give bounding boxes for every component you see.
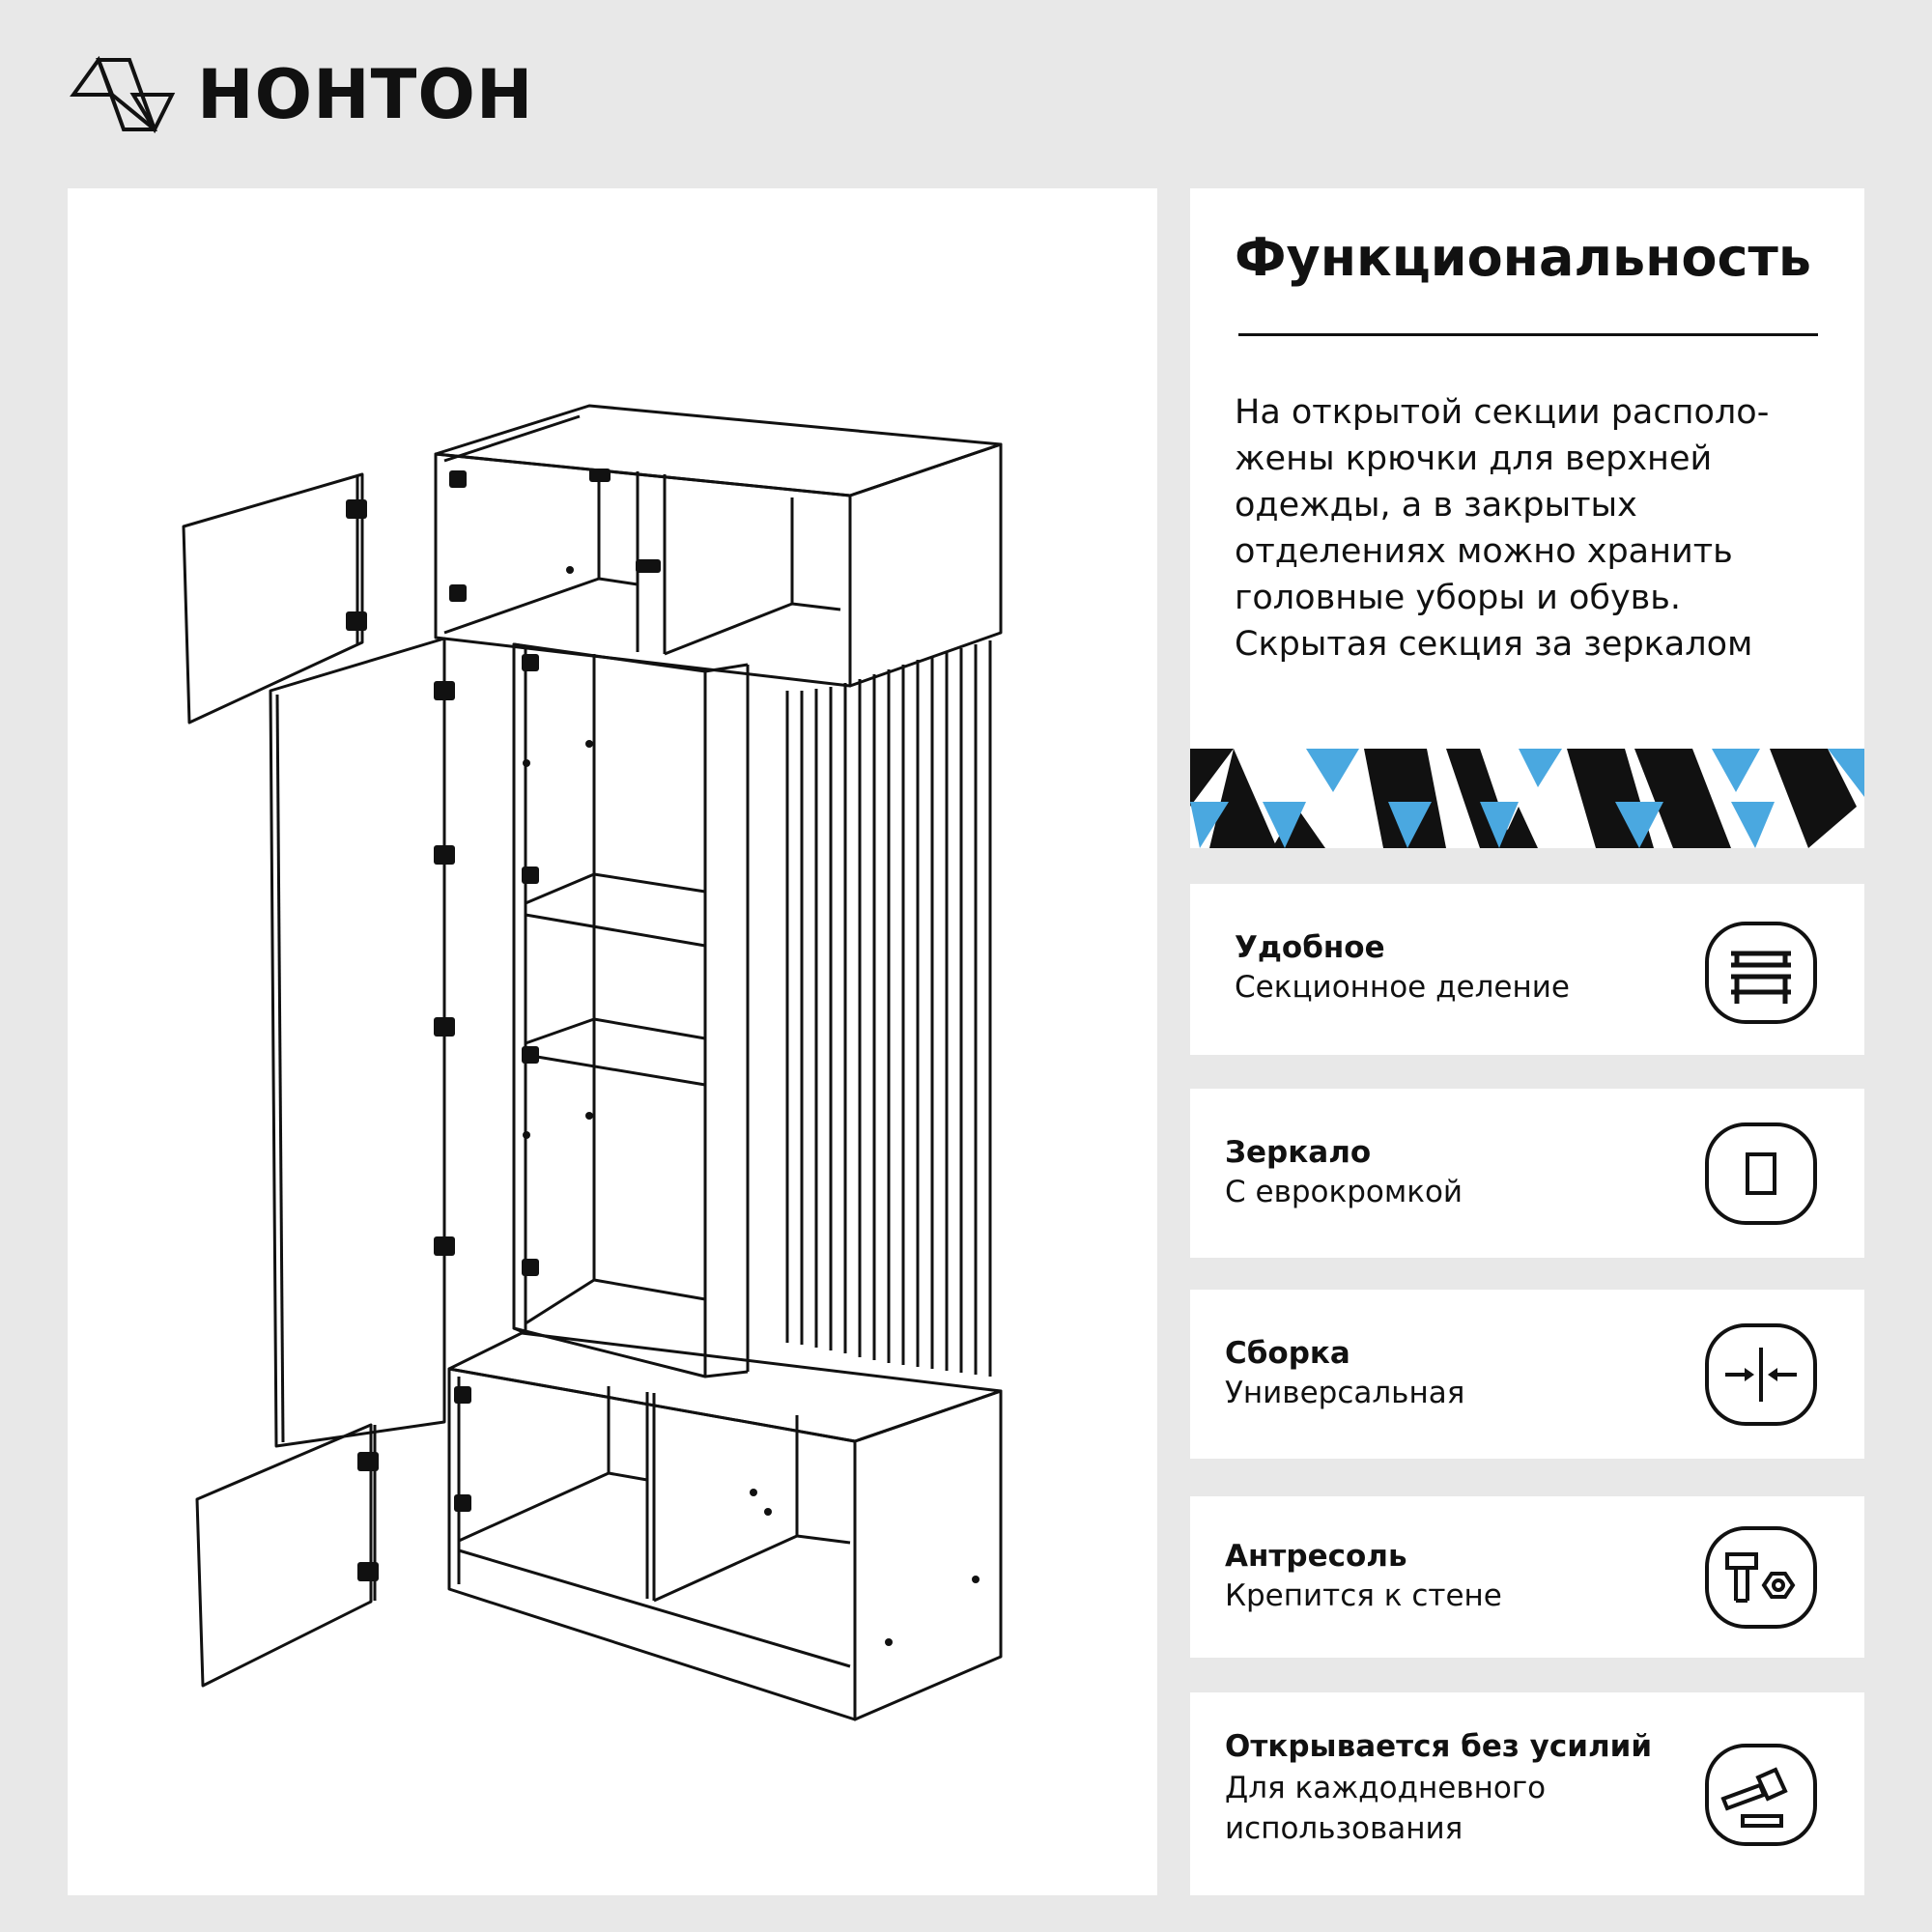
brand-mark-icon [70, 56, 176, 133]
wardrobe-line-drawing [68, 188, 1157, 1895]
brand-logo [70, 56, 534, 133]
feature-subtitle: Крепится к стене [1225, 1578, 1502, 1613]
shelves-icon [1704, 921, 1818, 1025]
feature-card-mezzanine [1190, 1496, 1864, 1658]
feature-subtitle: Для каждодневного использования [1225, 1771, 1547, 1846]
feature-card-sections [1190, 884, 1864, 1055]
product-drawing [68, 188, 1157, 1895]
feature-title: Открывается без усилий [1225, 1729, 1653, 1764]
feature-title: Удобное [1235, 930, 1385, 965]
feature-title: Зеркало [1225, 1135, 1372, 1170]
triangle-pattern-decoration [1190, 749, 1864, 848]
assembly-arrows-icon [1704, 1322, 1818, 1427]
feature-title: Сборка [1225, 1336, 1350, 1371]
mirror-icon [1704, 1122, 1818, 1226]
title-divider [1238, 333, 1818, 336]
bolt-nut-icon [1704, 1525, 1818, 1630]
feature-subtitle: Секционное деление [1235, 970, 1570, 1005]
functionality-panel [1190, 188, 1864, 848]
feature-subtitle: С еврокромкой [1225, 1175, 1463, 1209]
feature-subtitle: Универсальная [1225, 1376, 1465, 1410]
feature-title: Антресоль [1225, 1539, 1407, 1574]
feature-card-doors [1190, 1692, 1864, 1895]
feature-card-mirror [1190, 1089, 1864, 1258]
brand-name: НОНТОН [197, 55, 534, 134]
functionality-title: Функциональность [1235, 227, 1811, 288]
functionality-description: На открытой секции располо- жены крючки для верхней одежды, а в закрытых отделениях можно хранить головные уборы и обувь. Скрытая секция за зеркалом [1235, 393, 1770, 664]
feature-card-assembly [1190, 1290, 1864, 1459]
hammer-icon [1704, 1743, 1818, 1847]
